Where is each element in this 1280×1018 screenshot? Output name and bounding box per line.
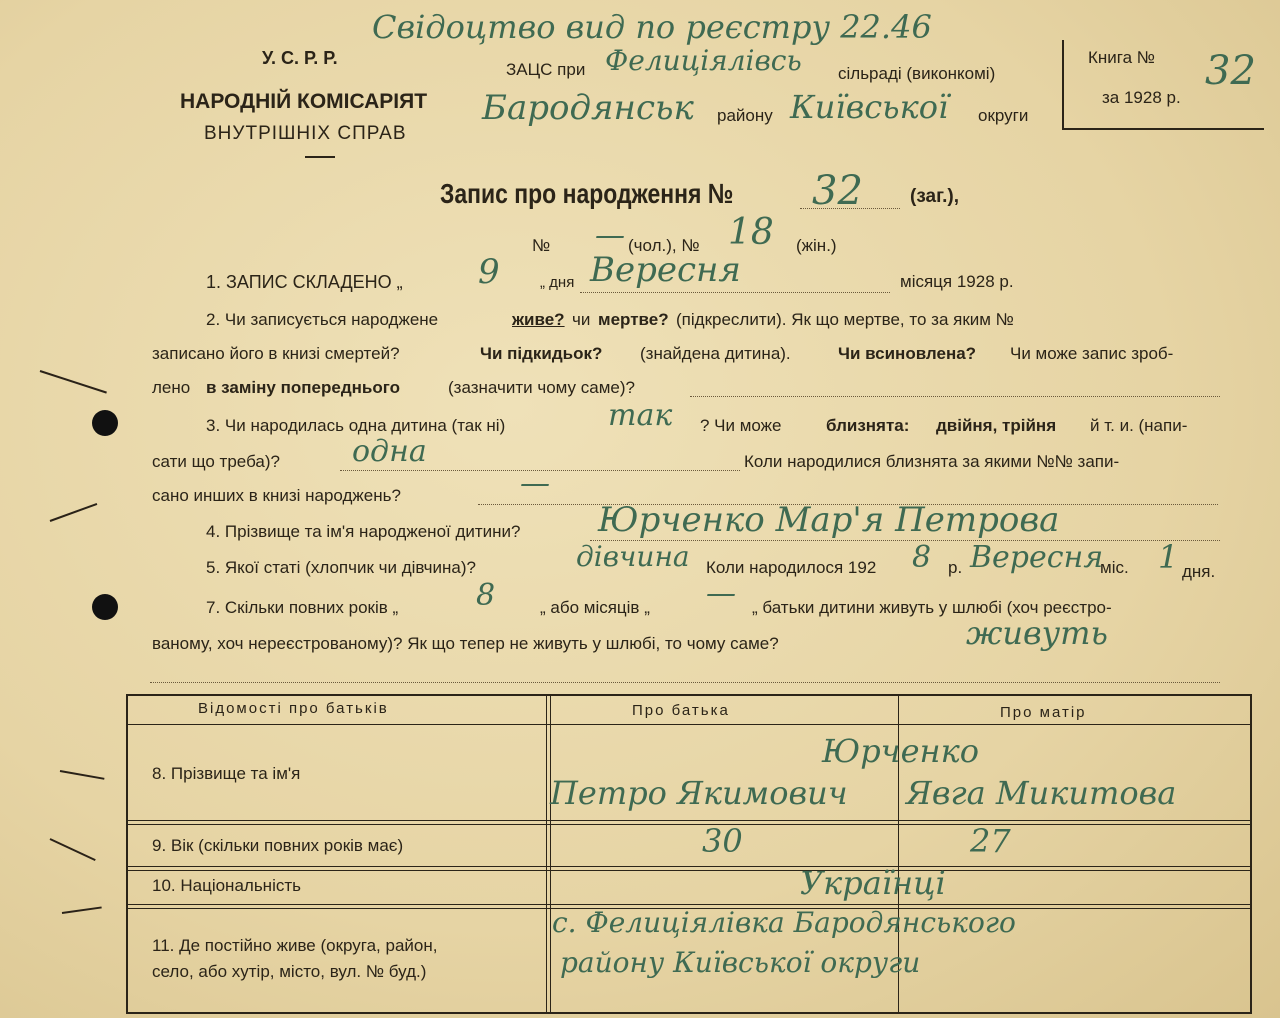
record-male-hand: —: [595, 218, 625, 253]
record-number-hand: 32: [812, 168, 863, 214]
row8-father-name-hand: Петро Якимович: [550, 774, 848, 812]
line3-text-c: й т. и. (напи-: [1090, 416, 1188, 435]
line3-text-a: 3. Чи народилась одна дитина (так ні): [206, 416, 506, 435]
line5-sex-hand: дівчина: [576, 540, 690, 573]
row11-address-hand-1: с. Фелиціялівка Бародянського: [552, 906, 1016, 939]
line1-label: 1. ЗАПИС СКЛАДЕНО „: [206, 272, 403, 292]
line2-text-c: записано його в книзі смертей?: [152, 344, 400, 363]
table-row-divider: [128, 870, 1250, 871]
line2-text-d: (знайдена дитина).: [640, 344, 791, 363]
row10-label: 10. Національність: [152, 876, 301, 895]
line1-day-label: „ дня: [540, 274, 575, 291]
book-year: за 1928 р.: [1102, 88, 1181, 107]
record-female-hand: 18: [728, 212, 774, 253]
record-female-label: (жін.): [796, 236, 837, 255]
line7-years-hand: 8: [476, 578, 496, 613]
line7-text-c: „ батьки дитини живуть у шлюбі (хоч реєстро-: [752, 598, 1112, 617]
line3-hand-one: одна: [352, 434, 427, 469]
table-col-divider: [550, 696, 551, 1012]
paper-crack: [60, 770, 105, 780]
line5-text-e: дня.: [1182, 562, 1216, 581]
okruha-label: округи: [978, 106, 1029, 125]
line5-day-hand: 1: [1158, 538, 1179, 576]
table-header-father: Про батька: [632, 702, 730, 719]
row9-mother-age-hand: 27: [970, 822, 1011, 860]
paper-crack: [50, 838, 96, 861]
line1-dots: [580, 292, 890, 293]
row9-father-age-hand: 30: [702, 822, 743, 860]
row11-label-2: село, або хутір, місто, вул. № буд.): [152, 962, 427, 981]
line7-months-hand: —: [706, 576, 736, 611]
record-no-label: №: [532, 236, 551, 255]
table-header-mother: Про матір: [1000, 704, 1087, 721]
table-row-divider: [128, 724, 1250, 725]
line5-text-d: міс.: [1100, 558, 1129, 577]
okruha-hand: Київської: [790, 88, 949, 126]
line1-suffix: місяця 1928 р.: [900, 272, 1014, 291]
row11-address-hand-2: району Київської округи: [560, 946, 921, 979]
row8-surname-hand: Юрченко: [822, 732, 979, 770]
table-row-divider: [128, 820, 1250, 821]
line7-text-a: 7. Скільки повних років „: [206, 598, 399, 617]
line3-twins: близнята:: [826, 416, 910, 435]
line2-text-b: (підкреслити). Як що мертве, то за яким №: [676, 310, 1014, 329]
line3-text-d: сати що треба)?: [152, 452, 280, 471]
header-dash: [305, 156, 335, 158]
row11-label-1: 11. Де постійно живе (округа, район,: [152, 936, 438, 955]
line1-day-hand: 9: [478, 252, 500, 292]
handwritten-certificate-note: Свідоцтво вид по реєстру 22.46: [372, 8, 932, 46]
line2-dots: [690, 396, 1220, 397]
line2-replace: в заміну попереднього: [206, 378, 400, 397]
record-male-label: (чол.), №: [628, 236, 700, 255]
line2-dead: мертве?: [598, 310, 669, 329]
line2-text-g: (зазначити чому саме)?: [448, 378, 635, 397]
record-total-label: (заг.),: [910, 186, 959, 207]
paper-crack: [40, 370, 107, 394]
line4-text: 4. Прізвище та ім'я народженої дитини?: [206, 522, 521, 541]
line3-hand-yes: так: [608, 398, 673, 433]
row8-mother-name-hand: Явга Микитова: [906, 774, 1177, 812]
table-col-divider: [546, 696, 547, 1012]
line2-text-f: лено: [152, 378, 191, 397]
zags-village-hand: Фелиціялівсь: [605, 44, 802, 77]
line5-month-hand: Вересня: [970, 540, 1104, 575]
line2-adopted: Чи всиновлена?: [838, 344, 977, 363]
line2-or: чи: [572, 310, 591, 329]
book-number-hand: 32: [1205, 48, 1256, 94]
district-hand: Бародянськ: [482, 88, 694, 128]
paper-crack: [62, 906, 102, 914]
table-row-divider: [128, 904, 1250, 905]
commissariat-label: НАРОДНІЙ КОМІСАРІЯТ: [180, 90, 428, 113]
republic-label: У. С. Р. Р.: [262, 48, 338, 68]
line5-text-b: Коли народилося 192: [706, 558, 877, 577]
line7-text-d: ваному, хоч нереєстрованому)? Як що тепер не живуть у шлюбі, то чому саме?: [152, 634, 779, 653]
line3-text-e: Коли народилися близнята за якими №№ запи-: [744, 452, 1120, 471]
line3-double: двійня, трійня: [936, 416, 1057, 435]
table-row-divider: [128, 866, 1250, 867]
record-number-dots: [800, 208, 900, 209]
line5-text-a: 5. Якої статі (хлопчик чи дівчина)?: [206, 558, 476, 577]
line7-dots: [150, 682, 1220, 683]
internal-affairs-label: ВНУТРІШНІХ СПРАВ: [204, 123, 407, 144]
line2-text-e: Чи може запис зроб-: [1010, 344, 1174, 363]
line3-text-f: сано инших в книзі народжень?: [152, 486, 401, 505]
line2-alive: живе?: [512, 310, 565, 329]
zags-suffix: сільраді (виконкомі): [838, 64, 996, 83]
line5-year-hand: 8: [912, 540, 932, 575]
line1-month-hand: Вересня: [590, 250, 741, 290]
row8-label: 8. Прізвище та ім'я: [152, 764, 301, 783]
punch-hole: [92, 594, 118, 620]
row9-label: 9. Вік (скільки повних років має): [152, 836, 404, 855]
paper-crack: [50, 503, 98, 522]
line3-hand-dash: —: [520, 466, 550, 501]
line3-text-b: ? Чи може: [700, 416, 782, 435]
punch-hole: [92, 410, 118, 436]
line4-child-name-hand: Юрченко Мар'я Петрова: [598, 500, 1060, 540]
table-row-divider: [128, 824, 1250, 825]
line5-text-c: р.: [948, 558, 963, 577]
line2-text-a: 2. Чи записується народжене: [206, 310, 439, 329]
row10-nationality-hand: Українці: [800, 864, 946, 902]
book-label: Книга №: [1088, 48, 1156, 67]
record-title: Запис про народження №: [440, 178, 734, 209]
zags-prefix: ЗАЦС при: [506, 60, 586, 79]
line2-foundling: Чи підкидьок?: [480, 344, 603, 363]
line7-married-hand: живуть: [966, 614, 1108, 652]
table-header-parents: Відомості про батьків: [198, 700, 389, 717]
line7-text-b: „ або місяців „: [540, 598, 650, 617]
district-label: району: [717, 106, 773, 125]
